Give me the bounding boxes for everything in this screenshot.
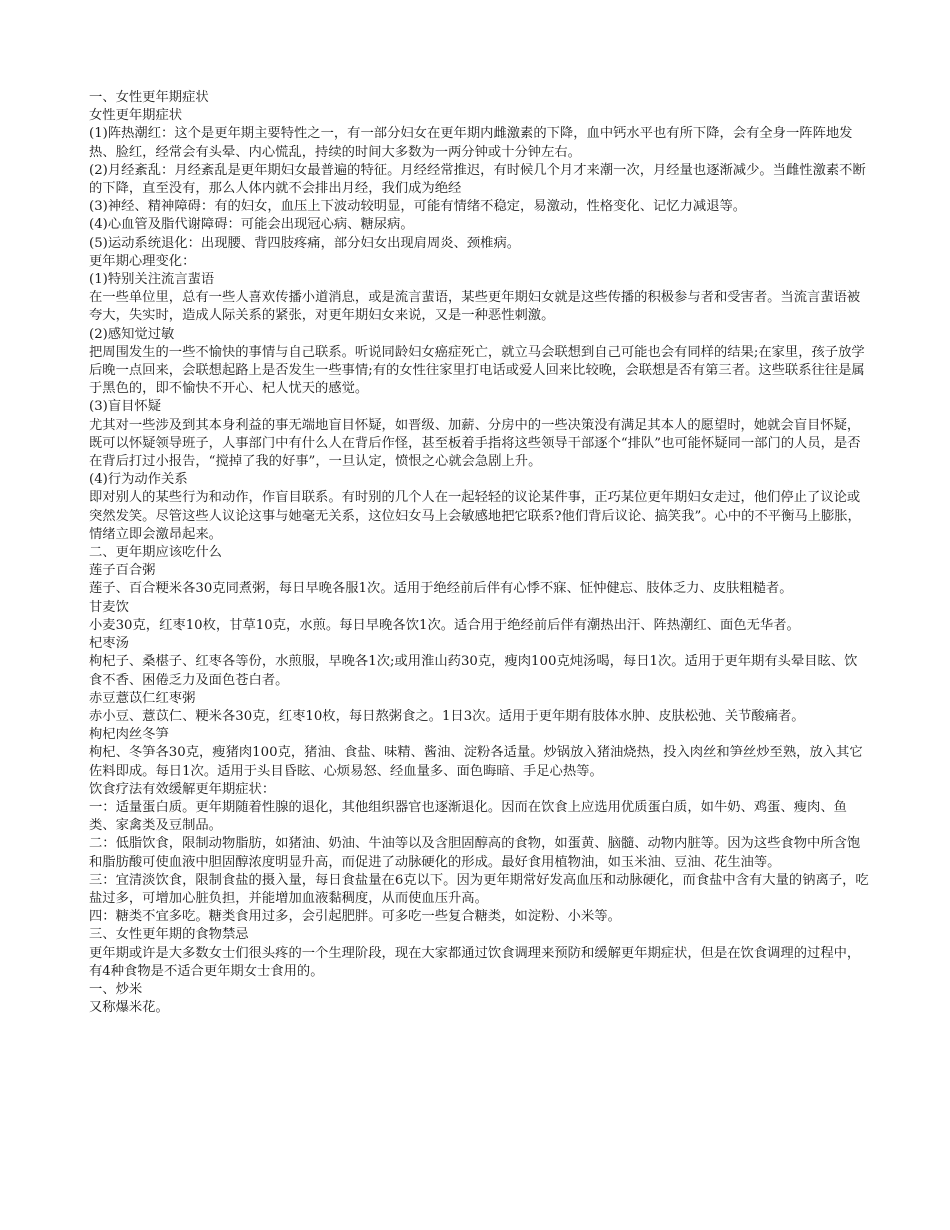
paragraph-low-fat: 二：低脂饮食，限制动物脂肪，如猪油、奶油、牛油等以及含胆固醇高的食物，如蛋黄、脑髓、动物内脏等。因为这些食物中所含饱和脂肪酸可使血液中胆固醇浓度明显升高，而促进了动脉硬化的形成。最好食用植物油，如玉米油、豆油、花生油等。 — [89, 836, 861, 870]
subheading-psychological-changes: 更年期心理变化： — [89, 253, 196, 269]
recipe-title-lotus-lily-porridge: 莲子百合粥 — [89, 563, 156, 579]
paragraph-motor-system: (5)运动系统退化：出现腰、背四肢疼痛，部分妇女出现肩周炎、颈椎病。 — [89, 235, 521, 251]
recipe-body-ganmai-drink: 小麦30克，红枣10枚，甘草10克，水煎。每日早晚各饮1次。适合用于绝经前后伴有潮热出汗、阵热潮红、面色无华者。 — [89, 617, 800, 633]
section-heading-symptoms: 一、女性更年期症状 — [89, 90, 209, 105]
item-heading-hypersensitivity: (2)感知觉过敏 — [89, 326, 175, 342]
item-heading-rumors: (1)特别关注流言蜚语 — [89, 272, 215, 288]
subheading-symptoms: 女性更年期症状 — [89, 108, 183, 124]
section-heading-what-to-eat: 二、更年期应该吃什么 — [89, 545, 222, 561]
subheading-diet-therapy: 饮食疗法有效缓解更年期症状： — [89, 781, 276, 797]
item-heading-blind-suspicion: (3)盲目怀疑 — [89, 399, 162, 415]
paragraph-behavior-relation: 即对别人的某些行为和动作，作盲目联系。有时别的几个人在一起轻轻的议论某件事，正巧某位更年期妇女走过，他们停止了议论或突然发笑。尽管这些人议论这事与她毫无关系，这位妇女马上会敏感地把它联系?他们背后议论、搞笑我”。心中的不平衡马上膨胀，情绪立即会激昂起来。 — [89, 490, 861, 542]
paragraph-sugar: 四：糖类不宜多吃。糖类食用过多，会引起肥胖。可多吃一些复合糖类，如淀粉、小米等。 — [89, 909, 621, 925]
recipe-title-qizao-soup: 杞枣汤 — [89, 636, 129, 652]
recipe-body-lotus-lily-porridge: 莲子、百合粳米各30克同煮粥，每日早晚各服1次。适用于绝经前后伴有心悸不寐、怔忡健忘、肢体乏力、皮肤粗糙者。 — [89, 581, 793, 597]
section-heading-food-taboos: 三、女性更年期的食物禁忌 — [89, 927, 249, 943]
recipe-title-ganmai-drink: 甘麦饮 — [89, 599, 129, 615]
paragraph-blind-suspicion: 尤其对一些涉及到其本身利益的事无端地盲目怀疑，如晋级、加薪、分房中的一些决策没有满足其本人的愿望时，她就会盲目怀疑，既可以怀疑领导班子，人事部门中有什么人在背后作怪，甚至板着手指将这些领导干部逐个“排队”也可能怀疑同一部门的人员，是否在背后打过小报告，“搅掉了我的好事”，一旦认定，愤恨之心就会急剧上升。 — [89, 417, 861, 470]
paragraph-low-salt: 三：宜清淡饮食，限制食盐的摄入量，每日食盐量在6克以下。因为更年期常好发高血压和动脉硬化，而食盐中含有大量的钠离子，吃盐过多，可增加心脏负担，并能增加血液黏稠度，从而使血压升高。 — [89, 872, 869, 906]
recipe-body-goji-pork-bamboo: 枸杞、冬笋各30克，瘦猪肉100克，猪油、食盐、味精、酱油、淀粉各适量。炒锅放入猪油烧热，投入肉丝和笋丝炒至熟，放入其它佐料即成。每日1次。适用于头目昏眩、心烦易怒、经血量多、面色晦暗、手足心热等。 — [89, 745, 863, 779]
paragraph-nervous-disorder: (3)神经、精神障碍：有的妇女，血压上下波动较明显，可能有情绪不稳定，易激动，性格变化、记忆力减退等。 — [89, 199, 747, 215]
recipe-body-qizao-soup: 枸杞子、桑椹子、红枣各等份，水煎服，早晚各1次;或用淮山药30克，瘦肉100克炖汤喝，每日1次。适用于更年期有头晕目眩、饮食不香、困倦乏力及面色苍白者。 — [89, 654, 858, 688]
paragraph-hypersensitivity: 把周围发生的一些不愉快的事情与自己联系。听说同龄妇女癌症死亡，就立马会联想到自己可能也会有同样的结果;在家里，孩子放学后晚一点回来，会联想起路上是否发生一些事情;有的女性往家里打电话或爱人回来比较晚，会联想是否有第三者。这些联系往往是属于黑色的，即不愉快不开心、杞人忧天的感觉。 — [89, 344, 865, 397]
document-body — [89, 89, 869, 1017]
paragraph-protein: 一：适量蛋白质。更年期随着性腺的退化，其他组织器官也逐渐退化。因而在饮食上应选用优质蛋白质，如牛奶、鸡蛋、瘦肉、鱼类、家禽类及豆制品。 — [89, 799, 847, 834]
paragraph-fried-rice: 又称爆米花。 — [89, 1000, 169, 1016]
paragraph-cardiovascular: (4)心血管及脂代谢障碍：可能会出现冠心病、糖尿病。 — [89, 217, 414, 233]
paragraph-menstrual-disorder: (2)月经紊乱：月经紊乱是更年期妇女最普遍的特征。月经经常推迟，有时候几个月才来潮一次，月经量也逐渐减少。当雌性激素不断的下降，直至没有，那么人体内就不会排出月经，我们成为绝经 — [89, 162, 866, 197]
recipe-body-red-bean-porridge: 赤小豆、薏苡仁、粳米各30克，红枣10枚，每日熬粥食之。1日3次。适用于更年期有肢体水肿、皮肤松弛、关节酸痛者。 — [89, 708, 805, 724]
item-heading-fried-rice: 一、炒米 — [89, 981, 143, 997]
paragraph-rumors: 在一些单位里，总有一些人喜欢传播小道消息，或是流言蜚语，某些更年期妇女就是这些传播的积极参与者和受害者。当流言蜚语被夸大，失实时，造成人际关系的紧张，对更年期妇女来说，又是一种恶性刺激。 — [89, 290, 861, 324]
paragraph-taboos-intro: 更年期或许是大多数女士们很头疼的一个生理阶段，现在大家都通过饮食调理来预防和缓解更年期症状，但是在饮食调理的过程中，有4种食物是不适合更年期女士食用的。 — [89, 945, 861, 979]
recipe-title-goji-pork-bamboo: 枸杞肉丝冬笋 — [89, 727, 169, 743]
recipe-title-red-bean-porridge: 赤豆薏苡仁红枣粥 — [89, 690, 196, 706]
item-heading-behavior-relation: (4)行为动作关系 — [89, 472, 188, 488]
paragraph-hot-flush: (1)阵热潮红：这个是更年期主要特性之一，有一部分妇女在更年期内雌激素的下降，血中钙水平也有所下降，会有全身一阵阵地发热、脸红，经常会有头晕、内心慌乱，持续的时间大多数为一两分钟或十分钟左右。 — [89, 126, 853, 160]
